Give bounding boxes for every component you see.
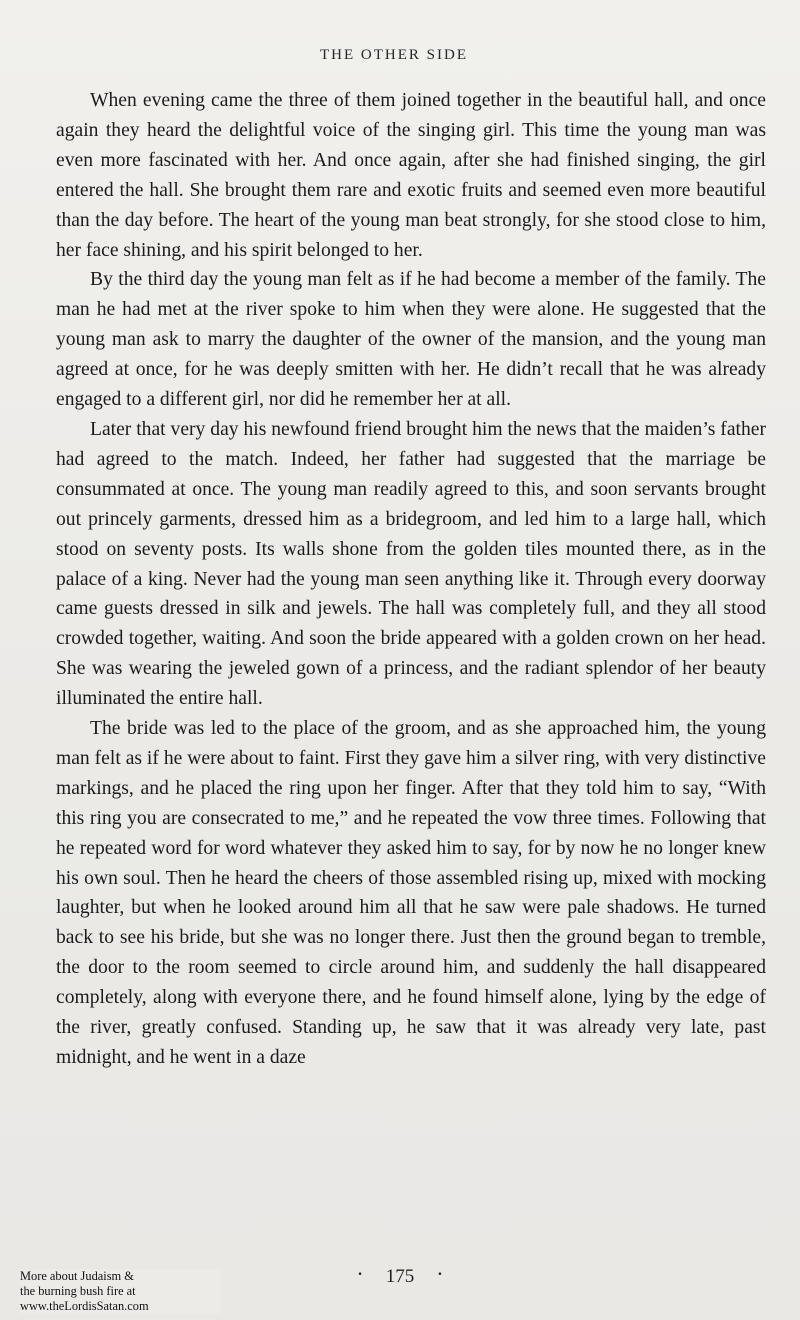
paragraph-3: Later that very day his newfound friend brought him the news that the maiden’s father had agreed to the match. Indeed, her father had suggested that the marriage be consummated at once. The young man readily agreed to this, and soon servants brought out princely garments, dressed him as a bridegroom, and led him to a large hall, which stood on seventy posts. Its walls shone from the golden tiles mounted there, as in the palace of a king. Never had the young man seen anything like it. Through every doorway came guests dressed in silk and jewels. The hall was completely full, and they all stood crowded together, waiting. And soon the bride appeared with a golden crown on her head. She was wearing the jeweled gown of a princess, and the radiant splendor of her beauty illuminated the entire hall. — [56, 418, 766, 710]
footer-note-line-1: More about Judaism & — [20, 1269, 134, 1283]
footer-note-line-2: the burning bush fire at — [20, 1284, 136, 1298]
running-head: THE OTHER SIDE — [320, 47, 468, 63]
footer-watermark-note — [20, 1269, 220, 1314]
folio-dot-left: · — [356, 1261, 364, 1286]
page-number: 175 — [385, 1266, 415, 1287]
folio-dot-right: · — [436, 1261, 444, 1286]
body-text — [56, 86, 766, 1073]
paragraph-1: When evening came the three of them joined together in the beautiful hall, and once again they heard the delightful voice of the singing girl. This time the young man was even more fascinated with her. And once again, after she had finished singing, the girl entered the hall. She brought them rare and exotic fruits and seemed even more beautiful than the day before. The heart of the young man beat strongly, for she stood close to him, her face shining, and his spirit belonged to her. — [56, 90, 766, 261]
paragraph-2: By the third day the young man felt as if he had become a member of the family. The man he had met at the river spoke to him when they were alone. He suggested that the young man ask to marry the daughter of the owner of the mansion, and the young man agreed at once, for he was deeply smitten with her. He didn’t recall that he was already engaged to a different girl, nor did he remember her at all. — [56, 269, 766, 411]
footer-note-line-3: www.theLordisSatan.com — [20, 1299, 149, 1313]
paragraph-4: The bride was led to the place of the groom, and as she approached him, the young man felt as if he were about to faint. First they gave him a silver ring, with very distinctive markings, and he placed the ring upon her finger. After that they told him to say, “With this ring you are consecrated to me,” and he repeated the vow three times. Following that he repeated word for word whatever they asked him to say, for by now he no longer knew his own soul. Then he heard the cheers of those assembled rising up, mixed with mocking laughter, but when he looked around him all that he saw were pale shadows. He turned back to see his bride, but she was no longer there. Just then the ground began to tremble, the door to the room seemed to circle around him, and suddenly the hall disappeared completely, along with everyone there, and he found himself alone, lying by the edge of the river, greatly confused. Standing up, he saw that it was already very late, past midnight, and he went in a daze — [56, 718, 766, 1068]
